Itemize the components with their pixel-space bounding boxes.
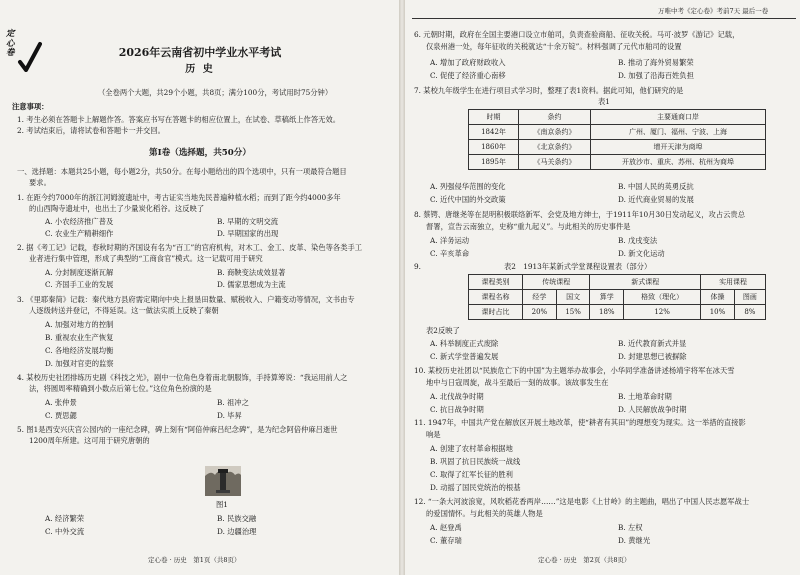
q3-option-d[interactable]: D. 加强对官吏的监察: [45, 359, 114, 368]
table-cell: 10%: [701, 305, 735, 320]
table-row: [469, 140, 766, 155]
q1-option-a[interactable]: A. 小农经济推广普及: [45, 217, 114, 226]
exam-info: （全卷两个大题，共29个小题，共8页；满分100分，考试用时75分钟）: [98, 88, 333, 97]
table-cell: 8%: [734, 305, 765, 320]
q7-option-a[interactable]: A. 列强侵华范围的变化: [430, 182, 506, 191]
table-cell: 算学: [590, 290, 624, 305]
q10-stem-2: 地中与日寇周旋，战斗至最后一刻的故事。该故事发生在: [426, 378, 609, 387]
table-cell: 1842年: [469, 125, 519, 140]
q6-option-c[interactable]: C. 促使了经济重心南移: [430, 71, 506, 80]
exam-title: 2026年云南省初中学业水平考试: [118, 46, 282, 59]
q4-option-a[interactable]: A. 张仲景: [45, 398, 77, 407]
figure-1-caption: 图1: [216, 500, 228, 509]
q11-option-a[interactable]: A. 创建了农村革命根据地: [430, 444, 513, 453]
table-cell: 1860年: [469, 140, 519, 155]
q2-stem-2: 业者进行集中管理，形成了典型的“工商食官”模式。这一记载可用于研究: [29, 254, 263, 263]
table-cell: 增开天津为商埠: [591, 140, 766, 155]
q8-stem-2: 督署，宣告云南独立，史称“重九起义”。与此相关的历史事件是: [426, 222, 631, 231]
q10-option-d[interactable]: D. 人民解放战争时期: [618, 405, 687, 414]
q3-stem-2: 人逐级转送并登记，不得延误。这一做法实质上反映了秦朝: [29, 306, 219, 315]
table-cell: 15%: [556, 305, 590, 320]
q8-option-d[interactable]: D. 新文化运动: [618, 249, 665, 258]
page-2-footer: 定心卷 · 历史 第2页（共8页）: [538, 556, 631, 564]
q2-stem-1: 2. 据《考工记》记载，春秋时期的齐国设有名为“百工”的官府机构，对木工、金工、皮革、染色等各类手工: [17, 243, 363, 252]
q2-option-b[interactable]: B. 商鞅变法成效显著: [217, 268, 286, 277]
q3-option-c[interactable]: C. 各地经济发展均衡: [45, 346, 114, 355]
note-1: 1. 考生必须在答题卡上解题作答。答案应书写在答题卡的相应位置上，在试卷、草稿纸上作答无效。: [17, 115, 341, 124]
q4-option-b[interactable]: B. 祖冲之: [217, 398, 249, 407]
q10-option-a[interactable]: A. 北伐战争时期: [430, 392, 484, 401]
table-cell: 12%: [624, 305, 701, 320]
q8-option-c[interactable]: C. 辛亥革命: [430, 249, 470, 258]
table-cell: 20%: [523, 305, 557, 320]
table-cell: 国文: [556, 290, 590, 305]
q12-option-a[interactable]: A. 赵登禹: [430, 523, 462, 532]
q7-option-b[interactable]: B. 中国人民的英勇反抗: [618, 182, 694, 191]
table-1: [468, 109, 766, 170]
q12-option-d[interactable]: D. 黄继光: [618, 536, 651, 545]
q6-option-d[interactable]: D. 加强了沿海百姓负担: [618, 71, 694, 80]
q9-option-d[interactable]: D. 封建思想已被摒除: [618, 352, 687, 361]
q11-option-d[interactable]: D. 动摇了国民党统治的根基: [430, 483, 521, 492]
q4-option-c[interactable]: C. 贾思勰: [45, 411, 77, 420]
q11-stem-2: 响是: [426, 430, 441, 439]
section-intro-line-2: 要求。: [29, 178, 51, 187]
q7-option-c[interactable]: C. 近代中国的外交政策: [430, 195, 506, 204]
q2-option-c[interactable]: C. 齐国手工业的发展: [45, 280, 114, 289]
table-1-header: 主要通商口岸: [591, 110, 766, 125]
q12-stem-1: 12. “一条大河波浪宽，风吹稻花香两岸……”这是电影《上甘岭》的主题曲，唱出了中国人民志愿军战士: [414, 497, 750, 506]
header-rule: [412, 18, 796, 19]
q2-option-a[interactable]: A. 分封制度逐渐瓦解: [45, 268, 114, 277]
table-row: [469, 155, 766, 170]
q7-stem-1: 7. 某校九年级学生在进行项目式学习时，整理了表1资料。据此可知，他们研究的是: [414, 86, 684, 95]
q10-option-c[interactable]: C. 抗日战争时期: [430, 405, 484, 414]
q8-option-a[interactable]: A. 洋务运动: [430, 236, 470, 245]
notes-title: 注意事项：: [12, 102, 49, 111]
q7-option-d[interactable]: D. 近代商业贸易的发展: [618, 195, 694, 204]
q6-option-a[interactable]: A. 增加了政府财政收入: [430, 58, 506, 67]
q6-stem-2: 仅泉州港一处，每年征收的关税就达“十余万锭”。材料强调了元代市舶司的设置: [426, 42, 682, 51]
q12-option-c[interactable]: C. 董存瑞: [430, 536, 462, 545]
table-cell: 1895年: [469, 155, 519, 170]
table-1-header-row: [469, 110, 766, 125]
q10-stem-1: 10. 某校历史社团以“民族危亡下的中国”为主题举办故事会，小华同学准备讲述杨靖宇将军在冰天雪: [414, 366, 735, 375]
table-1-caption: 表1: [598, 97, 610, 106]
table-2-header: 课程类别: [469, 275, 523, 290]
q5-option-b[interactable]: B. 民族交融: [217, 514, 257, 523]
q11-stem-1: 11. 1947年，中国共产党在解放区开展土地改革，使“耕者有其田”的理想变为现实。这一举措的直接影: [414, 418, 746, 427]
table-row: [469, 125, 766, 140]
table-cell: 《北京条约》: [519, 140, 591, 155]
q12-stem-2: 的爱国情怀。与此相关的英雄人物是: [426, 509, 543, 518]
monument-photo: [205, 466, 241, 496]
table-2-group-row: [469, 275, 766, 290]
table-2-header: 传统课程: [523, 275, 590, 290]
q3-option-b[interactable]: B. 重视农业生产恢复: [45, 333, 114, 342]
q9-option-b[interactable]: B. 近代教育新式并显: [618, 339, 687, 348]
table-cell: 《南京条约》: [519, 125, 591, 140]
q8-stem-1: 8. 蔡锷、唐继尧等在昆明积极联络新军、会党及地方绅士，于1911年10月30日发动起义，攻占云贵总: [414, 210, 745, 219]
header-right: 万唯中考《定心卷》考前7天 最后一卷: [658, 7, 769, 15]
q4-stem-1: 4. 某校历史社团排练历史剧《科技之光》，剧中一位角色身着南北朝服饰，手持算筹说：“我运用前人之: [17, 373, 348, 382]
table-cell: 图画: [734, 290, 765, 305]
table-cell: 课时占比: [469, 305, 523, 320]
q6-stem-1: 6. 元朝时期，政府在全国主要港口设立市舶司，负责查验商船、征收关税。马可·波罗《游记》记载，: [414, 30, 740, 39]
note-2: 2. 考试结束后，请将试卷和答题卡一并交回。: [17, 126, 165, 135]
exam-subject: 历 史: [185, 64, 215, 75]
table-row: [469, 305, 766, 320]
q9-option-c[interactable]: C. 新式学堂普遍发展: [430, 352, 499, 361]
q1-stem-1: 1. 在距今约7000年的浙江河姆渡遗址中，考古证实当地先民普遍种植水稻；而到了距今约4000多年: [17, 193, 341, 202]
table-cell: 广州、厦门、福州、宁波、上海: [591, 125, 766, 140]
q1-option-b[interactable]: B. 早期的文明交流: [217, 217, 279, 226]
q2-option-d[interactable]: D. 儒家思想成为主流: [217, 280, 286, 289]
q9-number: 9.: [414, 262, 421, 271]
table-cell: 格致（理化）: [624, 290, 701, 305]
part-title: 第Ⅰ卷（选择题，共50分）: [149, 148, 251, 158]
q4-option-d[interactable]: D. 毕昇: [217, 411, 242, 420]
table-2-header: 实用课程: [701, 275, 766, 290]
q5-option-c[interactable]: C. 中外交流: [45, 527, 85, 536]
q12-option-b[interactable]: B. 左权: [618, 523, 643, 532]
q6-option-b[interactable]: B. 推动了海外贸易繁荣: [618, 58, 694, 67]
q5-option-d[interactable]: D. 边疆治理: [217, 527, 257, 536]
q10-option-b[interactable]: B. 土地革命时期: [618, 392, 672, 401]
stamp-label: 定心卷: [6, 29, 15, 58]
q1-stem-2: 的山西陶寺遗址中，也出土了少量炭化稻谷。这反映了: [29, 204, 205, 213]
table-2-caption: 表2 1913年某新式学堂课程设置表（部分）: [504, 262, 652, 271]
q1-option-d[interactable]: D. 早期国家的出现: [217, 229, 279, 238]
table-row: [469, 290, 766, 305]
table-2-header: 新式课程: [590, 275, 701, 290]
q9-option-a[interactable]: A. 科举制度正式废除: [430, 339, 499, 348]
q5-stem-2: 1200周年所建。这可用于研究唐朝的: [29, 436, 150, 445]
table-cell: 《马关条约》: [519, 155, 591, 170]
table-1-header: 时期: [469, 110, 519, 125]
q4-stem-2: 法，将圆周率精确到小数点后第七位。”这位角色扮演的是: [29, 384, 212, 393]
table-cell: 开放沙市、重庆、苏州、杭州为商埠: [591, 155, 766, 170]
table-cell: 经学: [523, 290, 557, 305]
q8-option-b[interactable]: B. 戊戌变法: [618, 236, 658, 245]
q3-stem-1: 3. 《里耶秦简》记载：秦代地方县府需定期向中央上报垦田数量、赋税收入、户籍变动等情况，文书由专: [17, 295, 355, 304]
q9-stem: 表2反映了: [426, 326, 460, 335]
q3-option-a[interactable]: A. 加强对地方的控制: [45, 320, 114, 329]
page-2: [404, 0, 800, 575]
table-cell: 18%: [590, 305, 624, 320]
table-cell: 课程名称: [469, 290, 523, 305]
q1-option-c[interactable]: C. 农业生产精耕细作: [45, 229, 114, 238]
q11-option-c[interactable]: C. 取得了红军长征的胜利: [430, 470, 513, 479]
section-intro-line-1: 一、选择题：本题共25小题，每小题2分，共50分。在每小题给出的四个选项中，只有一项最符合题目: [17, 167, 347, 176]
q5-stem-1: 5. 图1是西安兴庆宫公园内的一座纪念碑，碑上刻有“阿倍仲麻吕纪念碑”，是为纪念阿倍仲麻吕逝世: [17, 425, 338, 434]
q11-option-b[interactable]: B. 巩固了抗日民族统一战线: [430, 457, 521, 466]
table-cell: 体操: [701, 290, 735, 305]
table-1-header: 条约: [519, 110, 591, 125]
table-2: [468, 274, 766, 320]
page-1-footer: 定心卷 · 历史 第1页（共8页）: [148, 556, 241, 564]
q5-option-a[interactable]: A. 经济繁荣: [45, 514, 85, 523]
